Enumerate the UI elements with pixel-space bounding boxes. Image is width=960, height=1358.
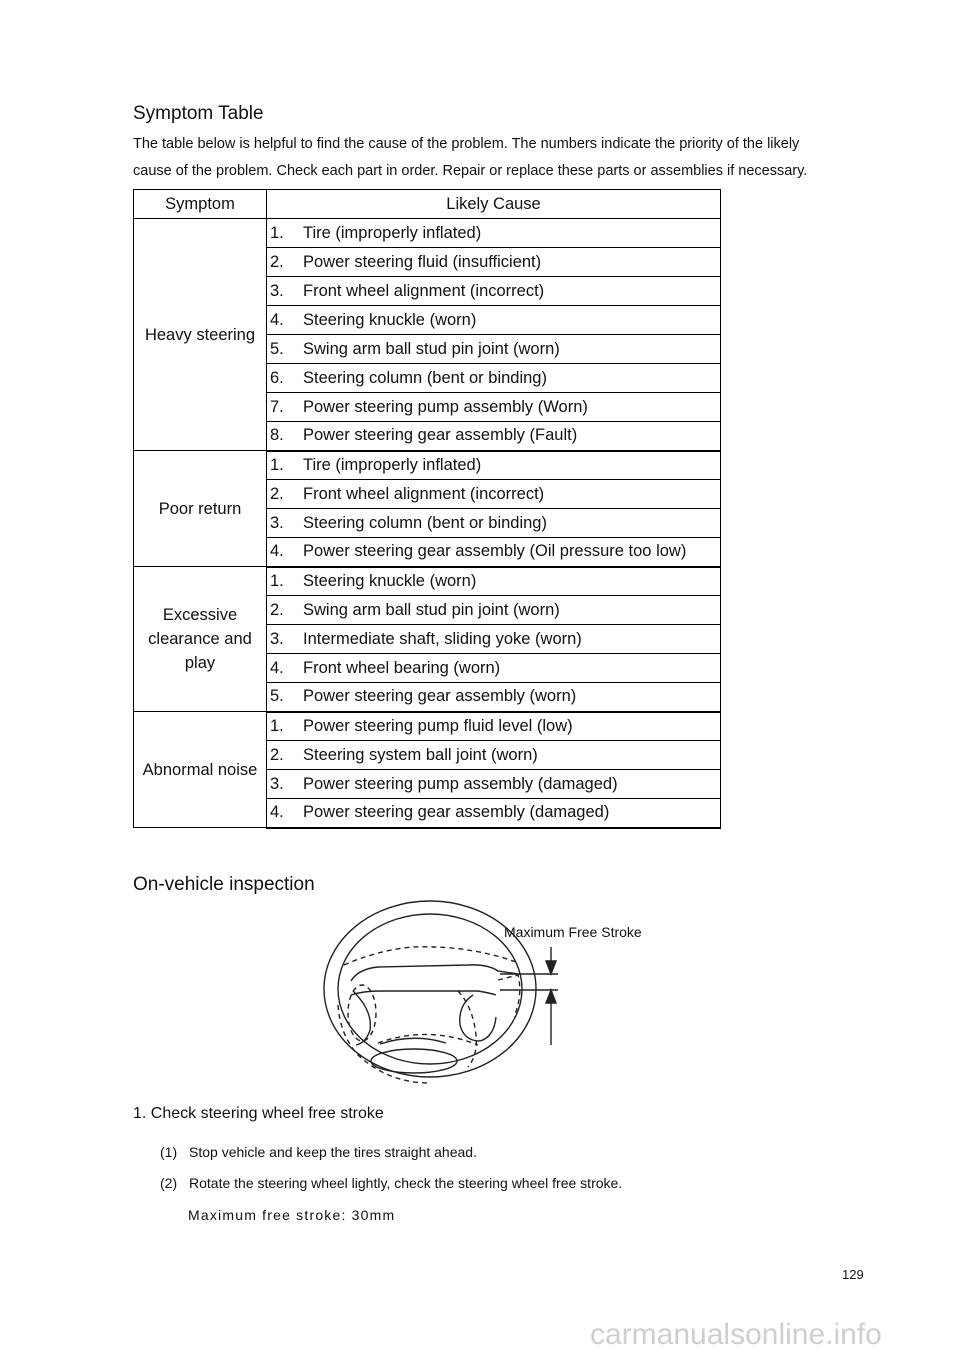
cause-number: 6. xyxy=(270,368,284,387)
step-item xyxy=(160,1175,622,1191)
cause-cell xyxy=(267,770,721,799)
cause-text: Power steering gear assembly (Fault) xyxy=(303,426,578,445)
table-row xyxy=(134,712,721,741)
cause-text: Front wheel alignment (incorrect) xyxy=(303,281,545,300)
cause-cell xyxy=(267,451,721,480)
table-header-row xyxy=(134,190,721,219)
cause-text: Power steering fluid (insufficient) xyxy=(303,252,542,271)
symptom-cell: Abnormal noise xyxy=(134,712,267,828)
cause-cell xyxy=(267,683,721,712)
page-number: 129 xyxy=(842,1267,864,1282)
cause-cell xyxy=(267,248,721,277)
cause-text: Tire (improperly inflated) xyxy=(303,455,482,474)
cause-text: Power steering gear assembly (Oil pressure too low) xyxy=(303,542,687,561)
cause-text: Swing arm ball stud pin joint (worn) xyxy=(303,339,560,358)
cause-number: 4. xyxy=(270,310,284,329)
free-stroke-marker xyxy=(500,947,558,1045)
table-row xyxy=(134,451,721,480)
cause-cell xyxy=(267,219,721,248)
table-row xyxy=(134,567,721,596)
cause-text: Front wheel alignment (incorrect) xyxy=(303,484,545,503)
symptom-cell: Poor return xyxy=(134,451,267,567)
cause-cell xyxy=(267,306,721,335)
cause-text: Tire (improperly inflated) xyxy=(303,223,482,242)
cause-number: 2. xyxy=(270,484,284,503)
cause-text: Steering knuckle (worn) xyxy=(303,571,477,590)
table-body xyxy=(134,219,721,828)
cause-cell xyxy=(267,596,721,625)
cause-cell xyxy=(267,364,721,393)
cause-number: 4. xyxy=(270,658,284,677)
cause-number: 3. xyxy=(270,281,284,300)
cause-text: Steering system ball joint (worn) xyxy=(303,745,538,764)
step-number: (2) xyxy=(160,1175,178,1191)
cause-number: 1. xyxy=(270,571,284,590)
cause-cell xyxy=(267,509,721,538)
symptom-table xyxy=(133,189,721,829)
inspection-title: On-vehicle inspection xyxy=(133,874,315,895)
cause-text: Power steering pump assembly (damaged) xyxy=(303,774,618,793)
arrow-down-icon xyxy=(546,961,556,974)
table-row xyxy=(134,219,721,248)
cause-number: 3. xyxy=(270,513,284,532)
symptom-cell: Heavy steering xyxy=(134,219,267,451)
cause-text: Power steering pump assembly (Worn) xyxy=(303,397,588,416)
cause-cell xyxy=(267,741,721,770)
step-text: Stop vehicle and keep the tires straight ahead. xyxy=(189,1144,477,1160)
cause-number: 4. xyxy=(270,803,284,822)
cause-cell xyxy=(267,799,721,828)
header-likely-cause: Likely Cause xyxy=(267,190,721,219)
cause-number: 2. xyxy=(270,745,284,764)
header-symptom: Symptom xyxy=(134,190,267,219)
cause-text: Intermediate shaft, sliding yoke (worn) xyxy=(303,629,582,648)
cause-text: Steering knuckle (worn) xyxy=(303,310,477,329)
cause-cell xyxy=(267,567,721,596)
step-text: Rotate the steering wheel lightly, check the steering wheel free stroke. xyxy=(189,1175,623,1191)
step-number: (1) xyxy=(160,1144,178,1160)
cause-cell xyxy=(267,277,721,306)
cause-text: Steering column (bent or binding) xyxy=(303,513,547,532)
cause-cell xyxy=(267,480,721,509)
cause-number: 1. xyxy=(270,455,284,474)
cause-cell xyxy=(267,335,721,364)
cause-text: Front wheel bearing (worn) xyxy=(303,658,501,677)
watermark: carmanualsonline.info xyxy=(590,1318,882,1351)
cause-cell xyxy=(267,422,721,451)
cause-number: 3. xyxy=(270,629,284,648)
steering-wheel-figure xyxy=(318,895,668,1090)
cause-cell xyxy=(267,712,721,741)
cause-number: 8. xyxy=(270,426,284,445)
spec-value: Maximum free stroke: 30mm xyxy=(188,1207,396,1223)
cause-number: 1. xyxy=(270,223,284,242)
cause-number: 1. xyxy=(270,716,284,735)
intro-line: cause of the problem. Check each part in order. Repair or replace these parts or assemblies if necessary. xyxy=(133,163,808,179)
cause-number: 3. xyxy=(270,774,284,793)
cause-cell xyxy=(267,538,721,567)
cause-text: Power steering gear assembly (worn) xyxy=(303,687,577,706)
cause-cell xyxy=(267,654,721,683)
cause-text: Power steering pump fluid level (low) xyxy=(303,716,573,735)
step-item xyxy=(160,1144,477,1160)
cause-number: 7. xyxy=(270,397,284,416)
arrow-up-icon xyxy=(546,990,556,1003)
symptom-cell: Excessive clearance and play xyxy=(134,567,267,712)
cause-cell xyxy=(267,393,721,422)
check-heading: 1. Check steering wheel free stroke xyxy=(133,1105,384,1122)
cause-number: 4. xyxy=(270,542,284,561)
cause-number: 2. xyxy=(270,252,284,271)
cause-cell xyxy=(267,625,721,654)
cause-text: Swing arm ball stud pin joint (worn) xyxy=(303,600,560,619)
cause-number: 5. xyxy=(270,339,284,358)
cause-number: 5. xyxy=(270,687,284,706)
section-title: Symptom Table xyxy=(133,103,264,124)
figure-label: Maximum Free Stroke xyxy=(504,924,642,940)
cause-text: Power steering gear assembly (damaged) xyxy=(303,803,610,822)
cause-text: Steering column (bent or binding) xyxy=(303,368,547,387)
intro-line: The table below is helpful to find the cause of the problem. The numbers indicate the priority of the likely xyxy=(133,136,800,152)
cause-number: 2. xyxy=(270,600,284,619)
